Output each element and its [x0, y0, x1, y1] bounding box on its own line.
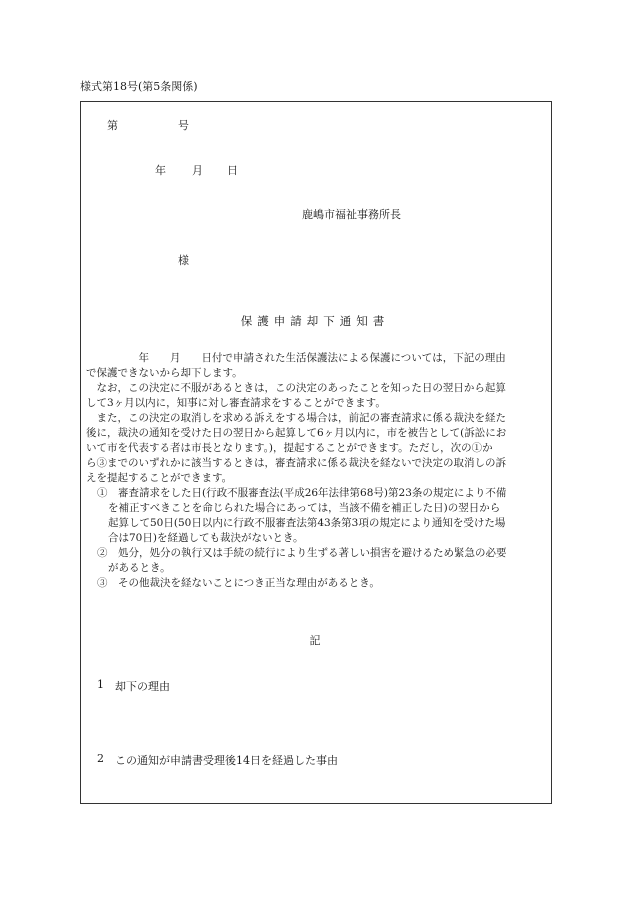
body-line: して3ヶ月以内に，知事に対し審査請求をすることができます。 [86, 397, 386, 409]
date-month: 月 [192, 164, 203, 177]
section-2-number: 2 [97, 752, 104, 765]
number-suffix: 号 [178, 119, 189, 132]
list-item-1-cont: 起算して50日(50日以内に行政不服審査法第43条第3項の規定により通知を受けた場 [108, 517, 506, 529]
list-item-1-cont: 合は70日)を経過しても裁決がないとき。 [108, 532, 304, 544]
recipient-suffix: 様 [178, 254, 189, 267]
section-1-label: 却下の理由 [115, 680, 170, 693]
list-item-1: ① 審査請求をした日(行政不服審査法(平成26年法律第68号)第23条の規定により不備 [97, 487, 507, 499]
number-prefix: 第 [107, 119, 118, 132]
body-line: えを提起することができます。 [86, 472, 233, 484]
document-title: 保護申請却下通知書 [240, 314, 390, 328]
section-1-number: 1 [97, 678, 104, 691]
notice-body [86, 351, 548, 591]
body-line: で保護できないから却下します。 [86, 367, 243, 379]
body-line: 年 月 日付で申請された生活保護法による保護については，下記の理由 [86, 352, 506, 364]
list-item-2-cont: があるとき。 [108, 562, 171, 574]
form-number-label: 様式第18号(第5条関係) [80, 80, 198, 93]
ki-heading: 記 [309, 634, 321, 647]
issuer-name: 鹿嶋市福祉事務所長 [302, 208, 401, 221]
list-item-2: ② 処分，処分の執行又は手続の続行により生ずる著しい損害を避けるため緊急の必要 [97, 547, 507, 559]
body-line: ら③までのいずれかに該当するときは，審査請求に係る裁決を経ないで決定の取消しの訴 [86, 457, 506, 469]
list-item-1-cont: を補正すべきことを命じられた場合にあっては，当該不備を補正した日)の翌日から [108, 502, 501, 514]
body-line: なお，この決定に不服があるときは，この決定のあったことを知った日の翌日から起算 [86, 382, 506, 394]
section-2-label: この通知が申請書受理後14日を経過した事由 [115, 754, 338, 767]
date-day: 日 [227, 164, 238, 177]
list-item-3: ③ その他裁決を経ないことにつき正当な理由があるとき。 [97, 577, 380, 589]
date-year: 年 [155, 164, 166, 177]
body-line: いて市を代表する者は市長となります。)，提起することができます。ただし，次の①か [86, 442, 493, 454]
body-line: また，この決定の取消しを求める訴えをする場合は，前記の審査請求に係る裁決を経た [86, 412, 506, 424]
body-line: 後に，裁決の通知を受けた日の翌日から起算して6ヶ月以内に，市を被告として(訴訟にお [86, 427, 507, 439]
